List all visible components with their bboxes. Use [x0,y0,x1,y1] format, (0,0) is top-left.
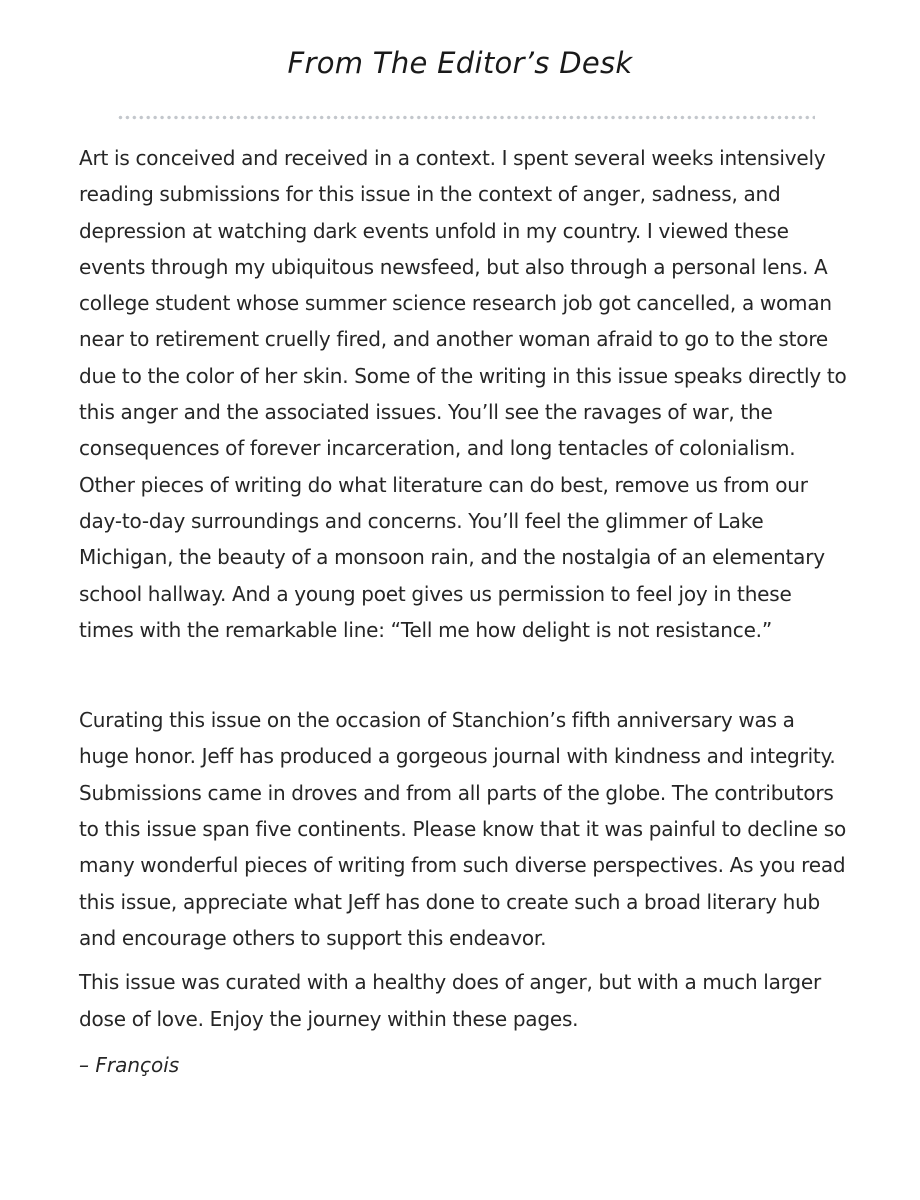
letter-paragraph-2: Curating this issue on the occasion of Stanchion’s fifth anniversary was a huge honor. Jeff has produced a gorgeous journal with kindness and integrity. Submissions came in droves and from all parts of the globe. The contributors to this issue span five continents. Please know that it was painful to decline so many wonderful pieces of writing from such diverse perspectives. As you read this issue, appreciate what Jeff has done to create such a broad literary hub and encourage others to support this endeavor. [79,708,847,950]
page-title: From The Editor’s Desk [287,46,633,80]
dotted-divider [117,115,815,120]
signature: – François [79,1052,180,1077]
letter-paragraph-1: Art is conceived and received in a context. I spent several weeks intensively reading submissions for this issue in the context of anger, sadness, and depression at watching dark events unfold in my country. I viewed these events through my ubiquitous newsfeed, but also through a personal lens. A college student whose summer science research job got cancelled, a woman near to retirement cruelly fired, and another woman afraid to go to the store due to the color of her skin. Some of the writing in this issue speaks directly to this anger and the associated issues. You’ll see the ravages of war, the consequences of forever incarceration, and long tentacles of colonialism. Other pieces of writing do what literature can do best, remove us from our day-to-day surroundings and concerns. You’ll feel the glimmer of Lake Michigan, the beauty of a monsoon rain, and the nostalgia of an elementary school hallway. And a young poet gives us permission to feel joy in these times with the remarkable line: “Tell me how delight is not resistance.” [79,146,847,642]
letter-paragraph-3: This issue was curated with a healthy does of anger, but with a much larger dose of love. Enjoy the journey within these pages. [79,970,821,1031]
letter-body [79,140,849,1083]
